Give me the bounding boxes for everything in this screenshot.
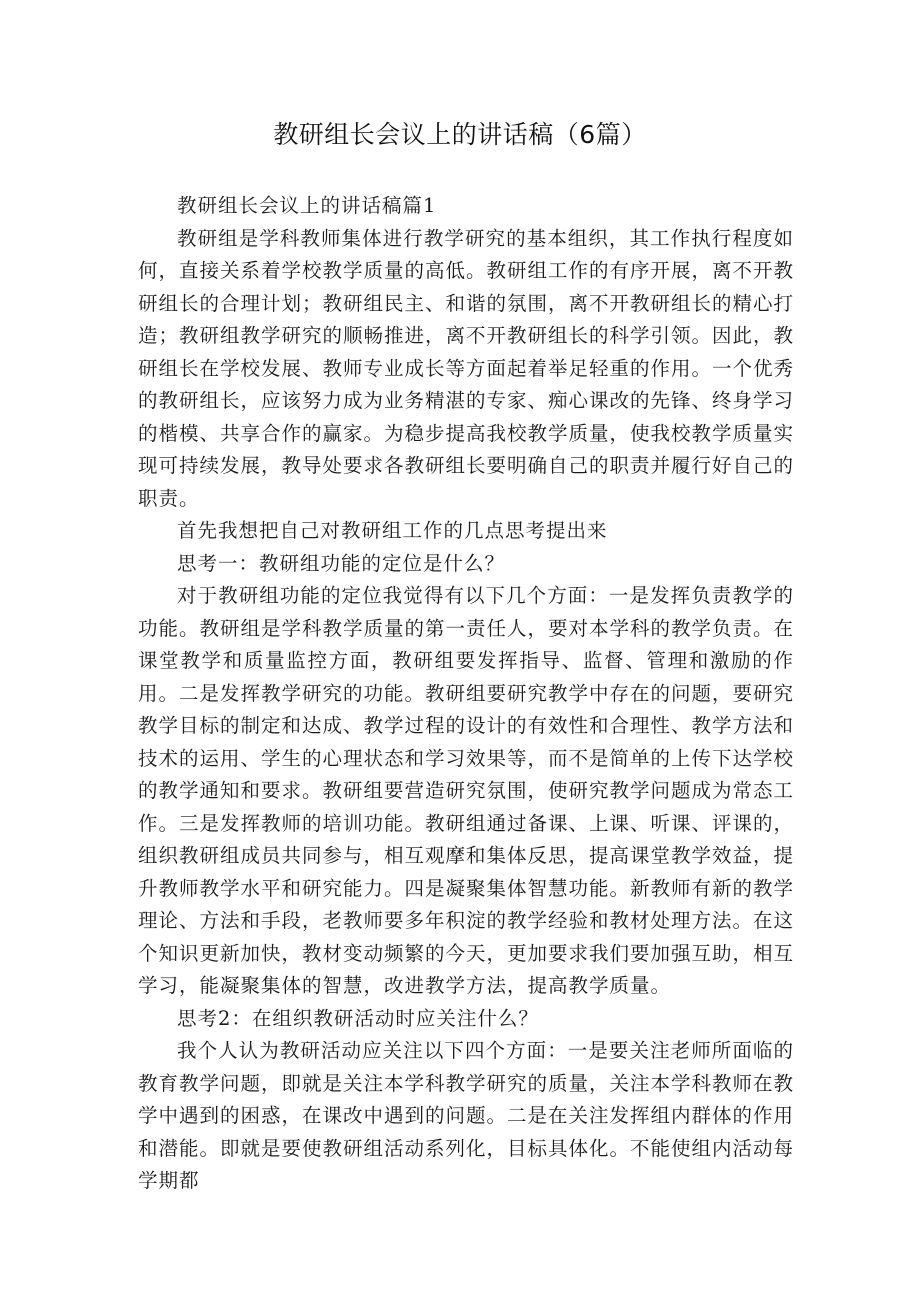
body-paragraph: 教研组是学科教师集体进行教学研究的基本组织，其工作执行程度如何，直接关系着学校教学质量的高低。教研组工作的有序开展，离不开教研组长的合理计划；教研组民主、和谐的氛围，离不开教研组长的精心打造；教研组教学研究的顺畅推进，离不开教研组长的科学引领。因此，教研组长在学校发展、教师专业成长等方面起着举足轻重的作用。一个优秀的教研组长，应该努力成为业务精湛的专家、痴心课改的先锋、终身学习的楷模、共享合作的赢家。为稳步提高我校教学质量，使我校教学质量实现可持续发展，教导处要求各教研组长要明确自己的职责并履行好自己的职责。 [138, 226, 795, 510]
document-body [138, 190, 794, 1198]
section-heading: 教研组长会议上的讲话稿篇1 [177, 194, 437, 217]
body-paragraph: 我个人认为教研活动应关注以下四个方面：一是要关注老师所面临的教育教学问题，即就是关注本学科教学研究的质量，关注本学科教师在教学中遇到的困惑，在课改中遇到的问题。二是在关注发挥组内群体的作用和潜能。即就是要使教研组活动系列化，目标具体化。不能使组内活动每学期都 [138, 1039, 795, 1192]
subheading-question-2: 思考2：在组织教研活动时应关注什么？ [177, 1006, 539, 1030]
body-paragraph: 首先我想把自己对教研组工作的几点思考提出来 [177, 519, 608, 542]
body-paragraph: 对于教研组功能的定位我觉得有以下几个方面：一是发挥负责教学的功能。教研组是学科教学质量的第一责任人，要对本学科的教学负责。在课堂教学和质量监控方面，教研组要发挥指导、监督、管理和激励的作用。二是发挥教学研究的功能。教研组要研究教学中存在的问题，要研究教学目标的制定和达成、教学过程的设计的有效性和合理性、教学方法和技术的运用、学生的心理状态和学习效果等，而不是简单的上传下达学校的教学通知和要求。教研组要营造研究氛围，使研究教学问题成为常态工作。三是发挥教师的培训功能。教研组通过备课、上课、听课、评课的，组织教研组成员共同参与，相互观摩和集体反思，提高课堂教学效益，提升教师教学水平和研究能力。四是凝聚集体智慧功能。新教师有新的教学理论、方法和手段，老教师要多年积淀的教学经验和教材处理方法。在这个知识更新加快，教材变动频繁的今天，更加要求我们要加强互助，相互学习，能凝聚集体的智慧，改进教学方法，提高教学质量。 [138, 584, 795, 997]
document-title: 教研组长会议上的讲话稿（6篇） [273, 120, 647, 149]
subheading-question-1: 思考一：教研组功能的定位是什么？ [177, 551, 506, 575]
